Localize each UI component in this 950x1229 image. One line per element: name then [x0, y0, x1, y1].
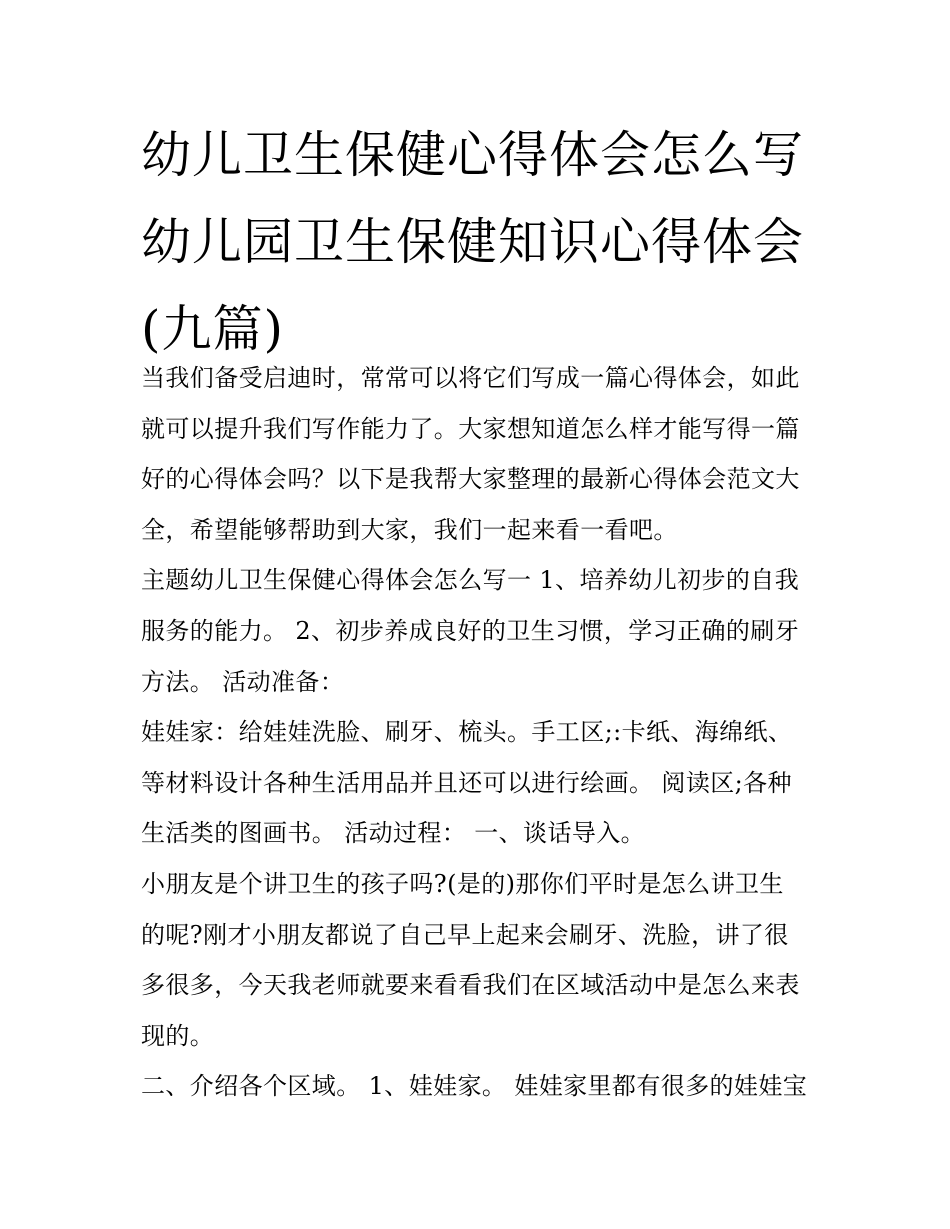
title-line: 幼儿园卫生保健知识心得体会	[141, 213, 804, 271]
body-line: 主题幼儿卫生保健心得体会怎么写一 1、培养幼儿初步的自我	[141, 566, 800, 595]
body-line: 当我们备受启迪时，常常可以将它们写成一篇心得体会，如此	[141, 364, 800, 392]
body-line: 就可以提升我们写作能力了。大家想知道怎么样才能写得一篇	[141, 414, 800, 443]
body-line: 的呢?刚才小朋友都说了自己早上起来会刷牙、洗脸，讲了很	[141, 920, 789, 949]
body-line: 全，希望能够帮助到大家，我们一起来看一看吧。	[141, 515, 678, 544]
title-line: 幼儿卫生保健心得体会怎么写	[141, 126, 804, 184]
body-line: 等材料设计各种生活用品并且还可以进行绘画。 阅读区;各种	[141, 768, 792, 797]
title-line: (九篇)	[141, 300, 285, 358]
document-title	[141, 112, 841, 373]
body-line: 生活类的图画书。 活动过程： 一、谈话导入。	[141, 819, 646, 848]
body-line: 二、介绍各个区域。 1、娃娃家。 娃娃家里都有很多的娃娃宝	[141, 1072, 808, 1101]
body-line: 娃娃家：给娃娃洗脸、刷牙、梳头。手工区;:卡纸、海绵纸、	[141, 718, 793, 747]
document-body	[141, 353, 821, 1112]
body-line: 小朋友是个讲卫生的孩子吗?(是的)那你们平时是怎么讲卫生	[141, 869, 784, 898]
body-line: 多很多，今天我老师就要来看看我们在区域活动中是怎么来表	[141, 971, 800, 1000]
body-line: 服务的能力。 2、初步养成良好的卫生习惯，学习正确的刷牙	[141, 616, 800, 645]
body-line: 好的心得体会吗？以下是我帮大家整理的最新心得体会范文大	[141, 465, 800, 494]
body-line: 方法。 活动准备：	[141, 667, 345, 696]
body-line: 现的。	[141, 1021, 215, 1050]
